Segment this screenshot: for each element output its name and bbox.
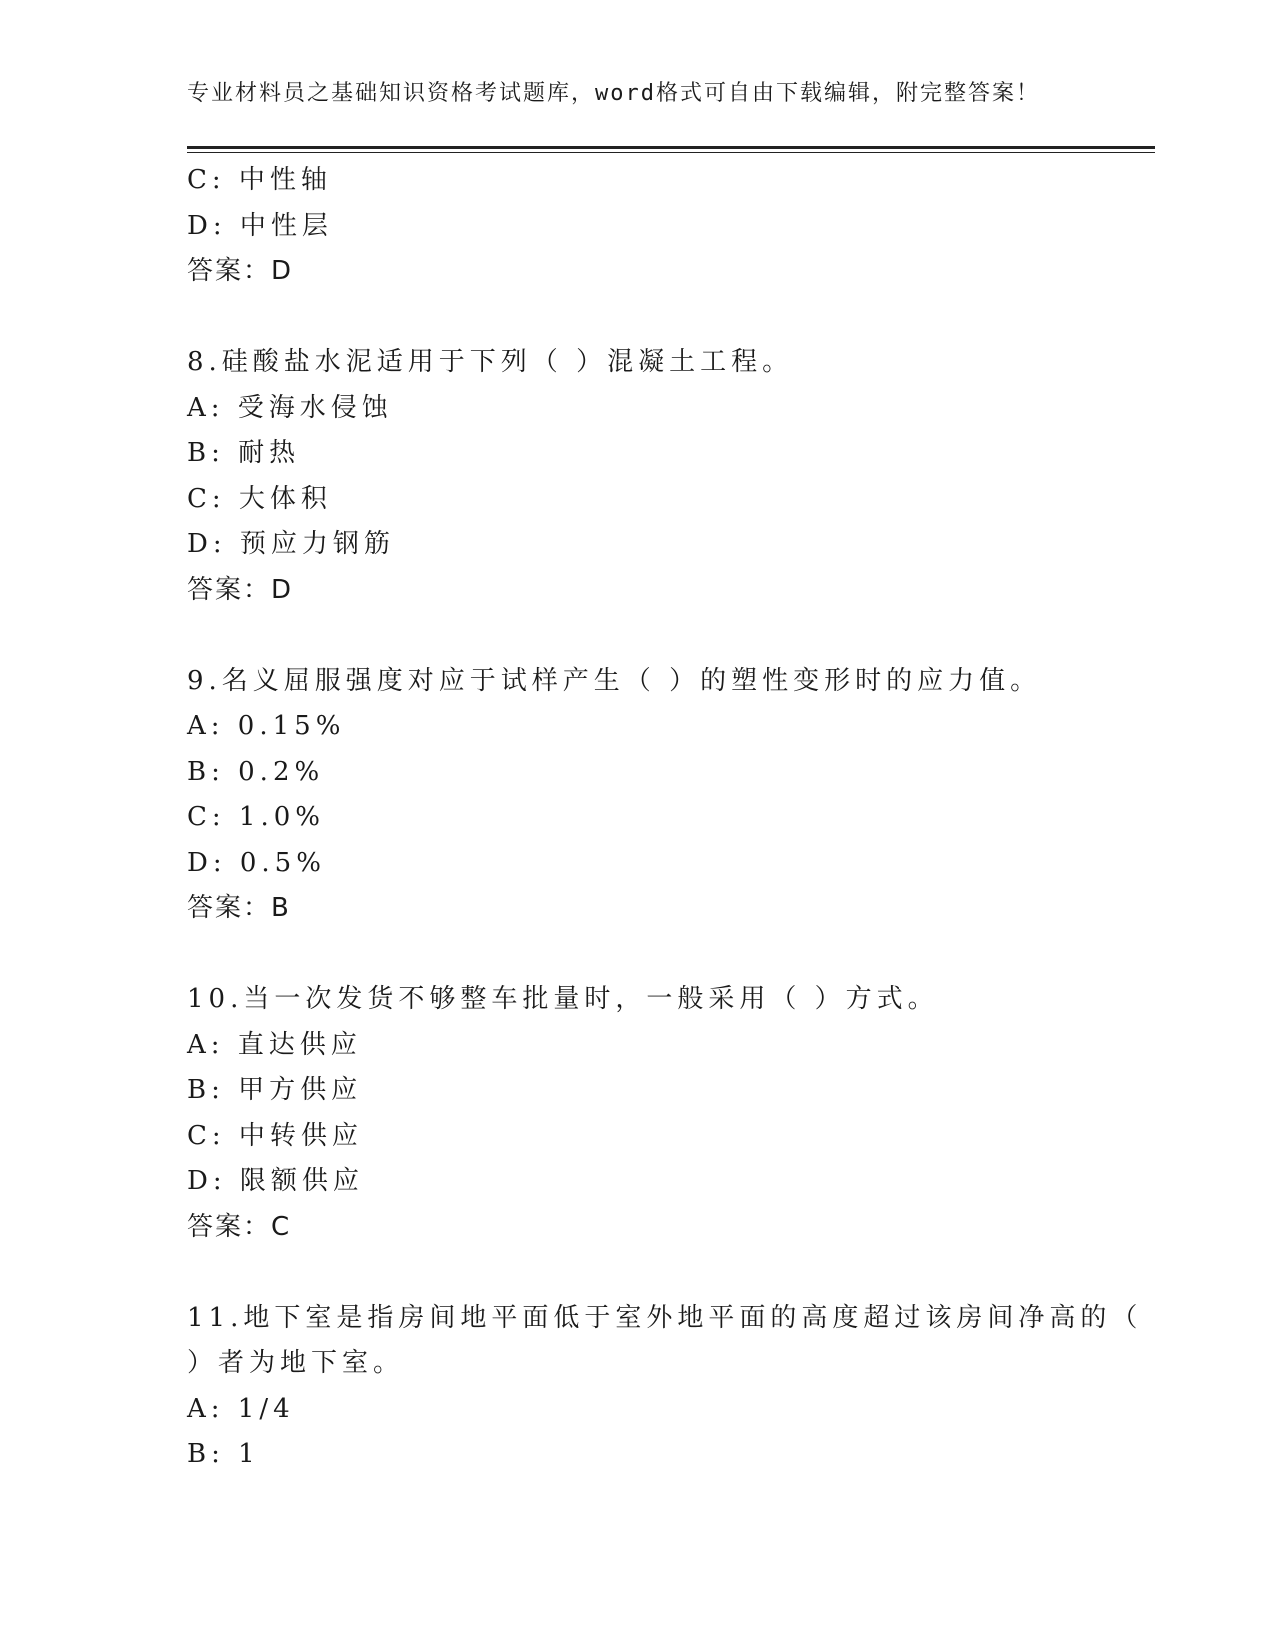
question-stem: 9.名义屈服强度对应于试样产生（ ）的塑性变形时的应力值。: [187, 665, 1042, 696]
option-b: B: 0.2%: [187, 756, 325, 787]
question-10: [187, 977, 1087, 1250]
option-d: D: 预应力钢筋: [187, 529, 395, 559]
question-stem-line-1: 11.地下室是指房间地平面低于室外地平面的高度超过该房间净高的（: [187, 1302, 1143, 1333]
spacer: [187, 932, 1087, 978]
answer-line: 答案：D: [187, 574, 294, 605]
option-b: B: 1: [187, 1439, 260, 1469]
question-9: [187, 659, 1087, 932]
option-b: B: 耐热: [187, 438, 301, 468]
option-c: C: 大体积: [187, 483, 332, 514]
header-divider-thin: [187, 152, 1155, 153]
question-stem: 10.当一次发货不够整车批量时，一般采用（ ）方式。: [187, 984, 939, 1014]
answer-line: 答案：D: [187, 256, 294, 286]
option-a: A: 直达供应: [187, 1029, 362, 1060]
question-8: [187, 340, 1087, 613]
question-list: [187, 158, 1143, 1478]
question-stem: 8.硅酸盐水泥适用于下列（ ）混凝土工程。: [187, 347, 794, 377]
option-d: D: 中性层: [187, 210, 333, 241]
option-c: C: 中性轴: [187, 165, 332, 195]
option-a: A: 1/4: [187, 1393, 295, 1424]
spacer: [187, 295, 1087, 341]
answer-line: 答案：C: [187, 1211, 292, 1242]
spacer: [187, 613, 1087, 659]
question-7-tail: [187, 158, 1087, 295]
question-11: [187, 1296, 1143, 1478]
answer-line: 答案：B: [187, 893, 291, 923]
header-divider-thick: [187, 146, 1155, 149]
option-c: C: 中转供应: [187, 1120, 363, 1151]
option-d: D: 0.5%: [187, 847, 326, 878]
spacer: [187, 1250, 1087, 1296]
option-b: B: 甲方供应: [187, 1075, 363, 1105]
option-a: A: 0.15%: [187, 711, 346, 741]
question-stem-line-2: ）者为地下室。: [187, 1348, 405, 1378]
option-d: D: 限额供应: [187, 1166, 364, 1196]
option-a: A: 受海水侵蚀: [187, 392, 393, 423]
option-c: C: 1.0%: [187, 802, 325, 832]
page-header-title: 专业材料员之基础知识资格考试题库，word格式可自由下载编辑，附完整答案！: [187, 81, 1040, 106]
